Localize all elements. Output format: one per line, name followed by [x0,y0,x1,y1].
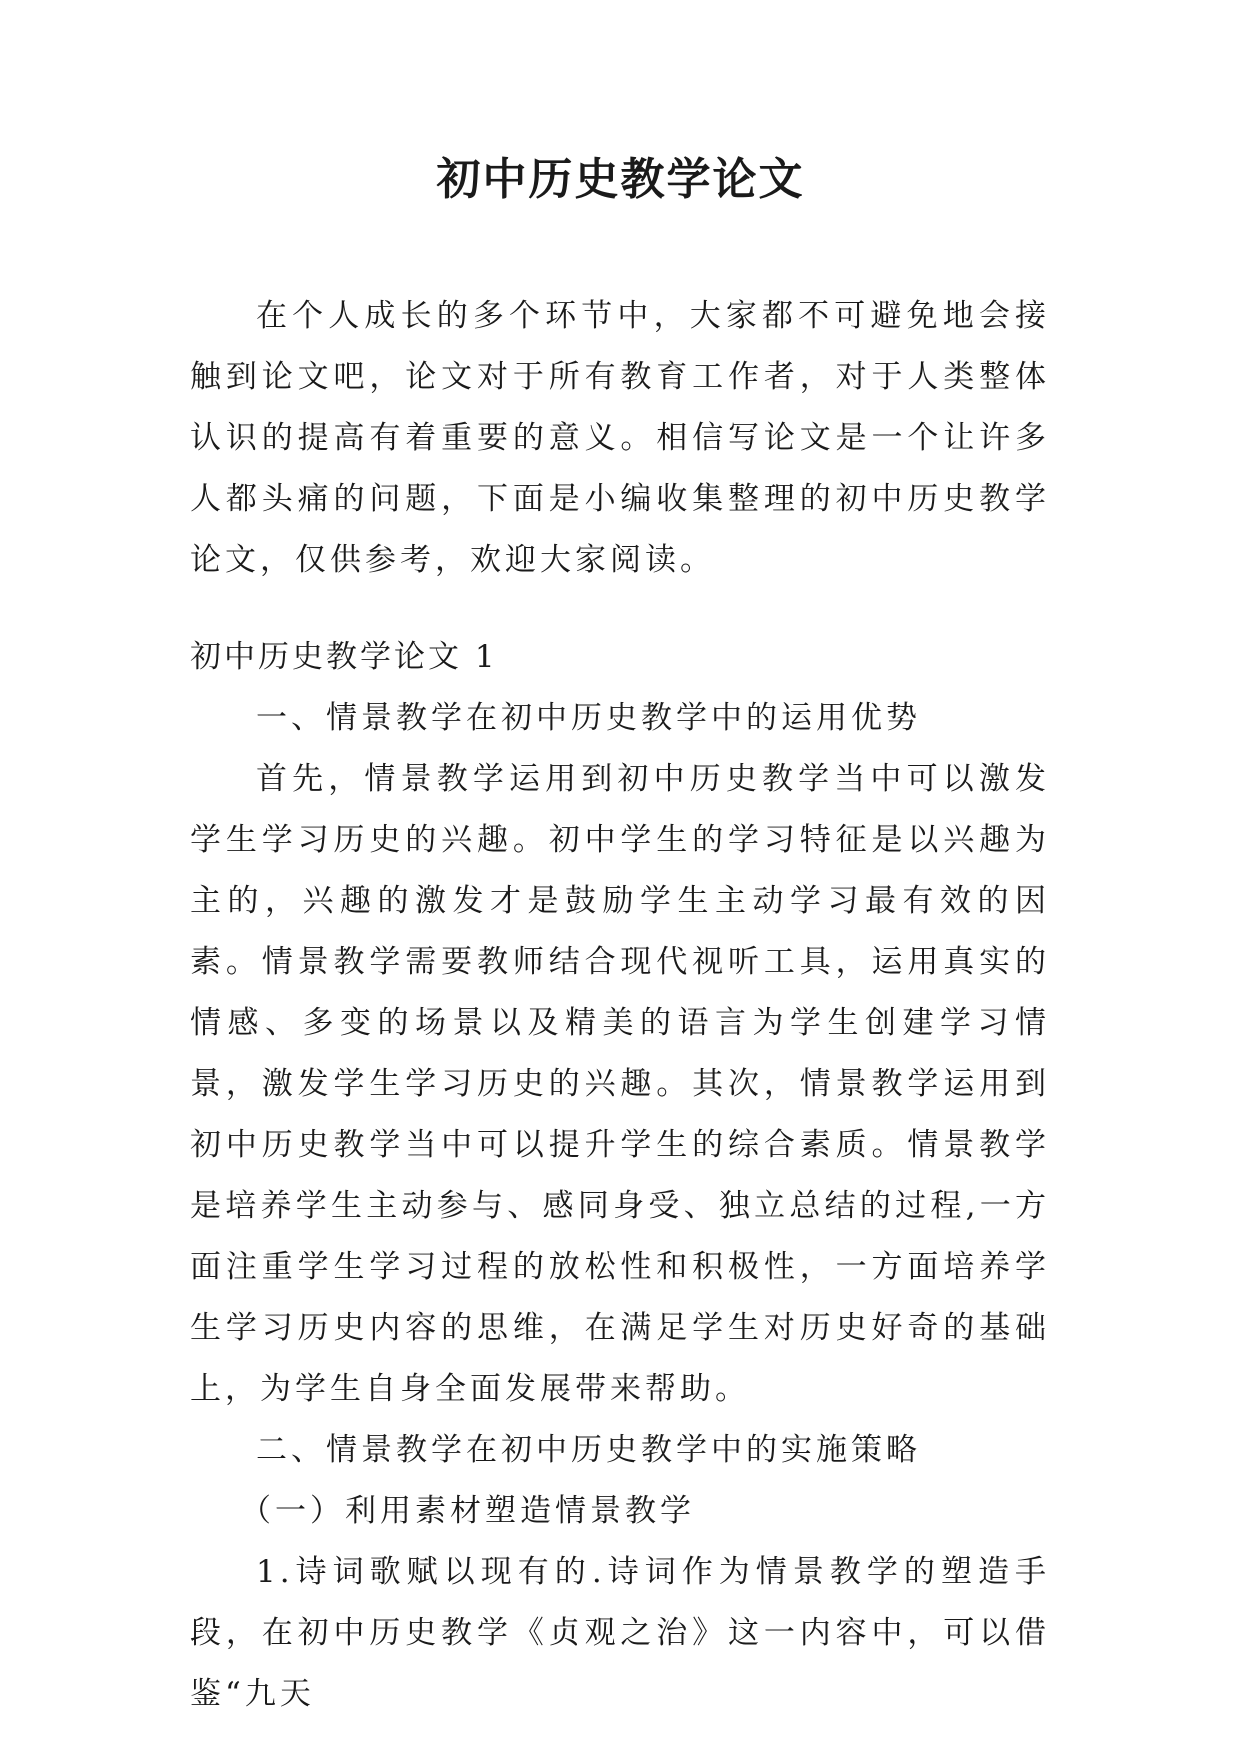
section-heading-1: 一、情景教学在初中历史教学中的运用优势 [256,700,921,736]
paragraph-gap [190,591,1050,627]
document-body [190,286,1050,1725]
intro-paragraph: 在个人成长的多个环节中，大家都不可避免地会接触到论文吧，论文对于所有教育工作者，对于人类整体认识的提高有着重要的意义。相信写论文是一个让许多人都头痛的问题，下面是小编收集整理的初中历史教学论文，仅供参考，欢迎大家阅读。 [190,298,1050,578]
subsection-heading-1: （一）利用素材塑造情景教学 [240,1493,695,1529]
subsection-body-1: 1.诗词歌赋以现有的.诗词作为情景教学的塑造手段，在初中历史教学《贞观之治》这一内容中，可以借鉴“九天 [190,1554,1050,1712]
page-title: 初中历史教学论文 [436,154,805,205]
section-body-1: 首先，情景教学运用到初中历史教学当中可以激发学生学习历史的兴趣。初中学生的学习特征是以兴趣为主的，兴趣的激发才是鼓励学生主动学习最有效的因素。情景教学需要教师结合现代视听工具，运用真实的情感、多变的场景以及精美的语言为学生创建学习情景，激发学生学习历史的兴趣。其次，情景教学运用到初中历史教学当中可以提升学生的综合素质。情景教学是培养学生主动参与、感同身受、独立总结的过程,一方面注重学生学习过程的放松性和积极性，一方面培养学生学习历史内容的思维，在满足学生对历史好奇的基础上，为学生自身全面发展带来帮助。 [190,761,1050,1407]
article-heading: 初中历史教学论文 1 [190,639,498,675]
section-heading-2: 二、情景教学在初中历史教学中的实施策略 [256,1432,921,1468]
